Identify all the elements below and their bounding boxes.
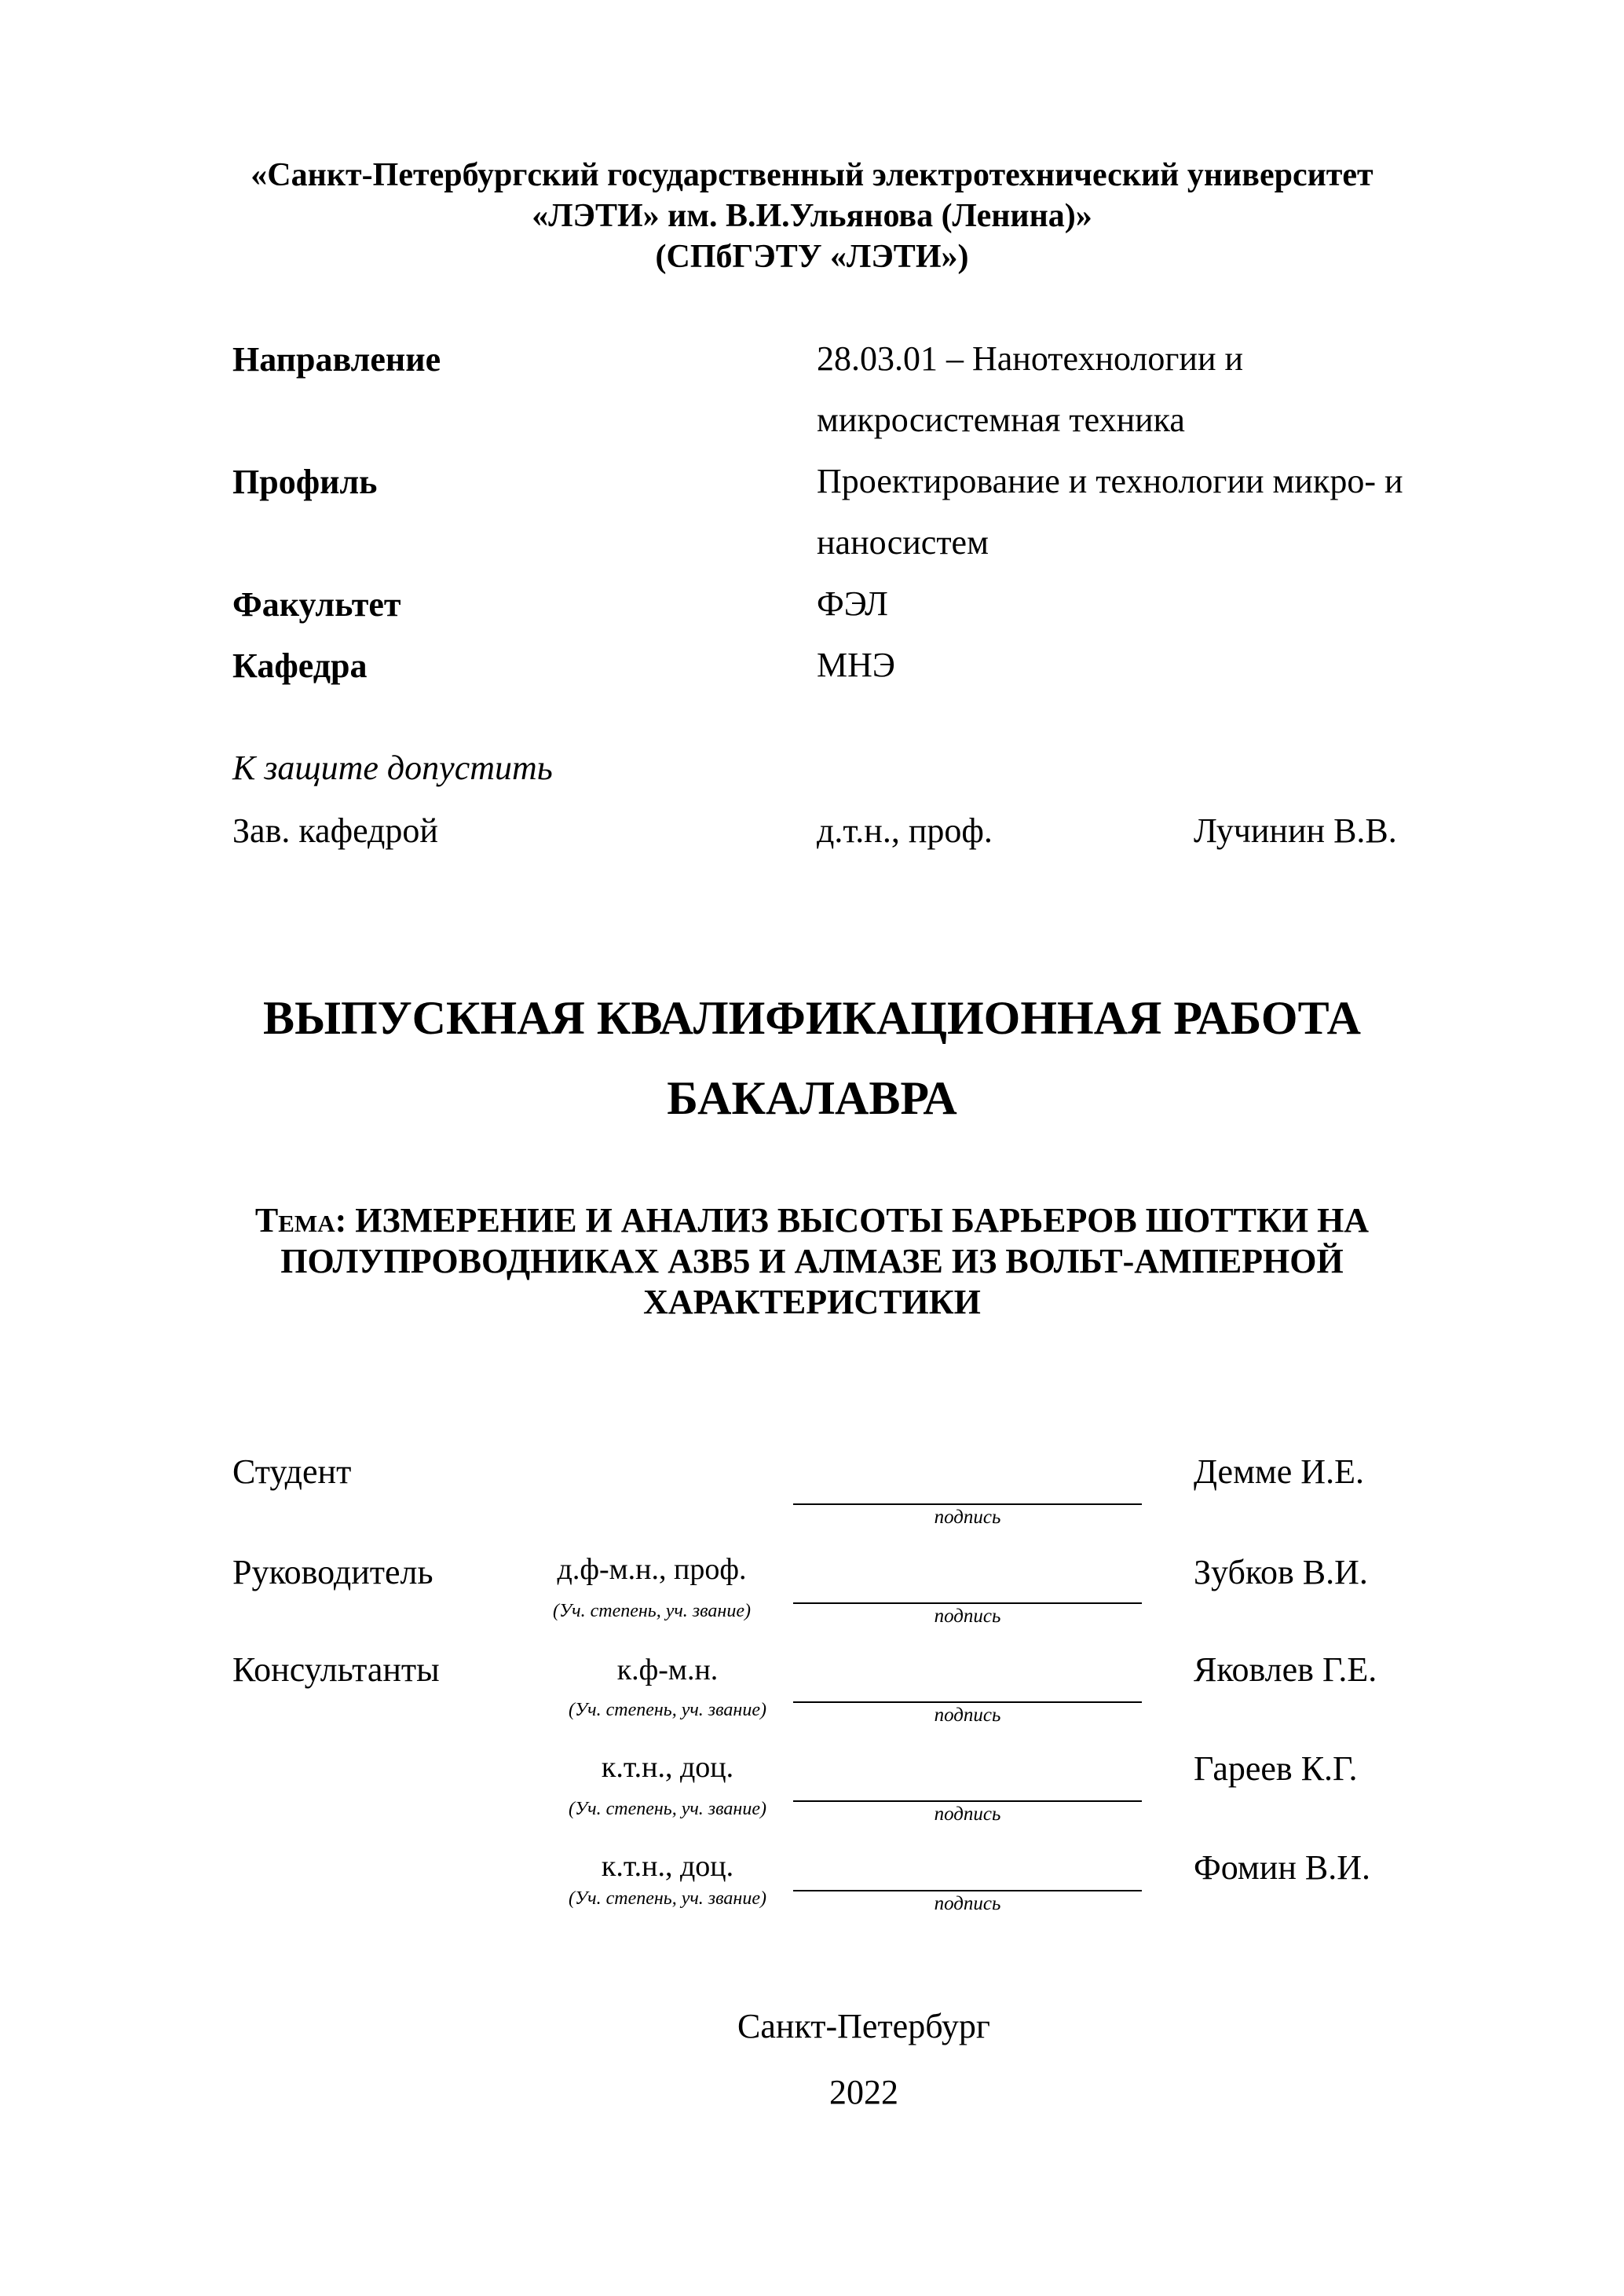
university-abbreviation: (СПбГЭТУ «ЛЭТИ») (655, 239, 969, 275)
profile-label: Профиль (232, 463, 378, 501)
consultant1-name: Яковлев Г.Е. (1194, 1650, 1377, 1689)
supervisor-degree-hint: (Уч. степень, уч. звание) (553, 1601, 751, 1621)
document-title-line2: БАКАЛАВРА (667, 1072, 957, 1124)
head-of-department-label: Зав. кафедрой (232, 811, 438, 850)
admit-to-defense: К защите допустить (232, 749, 553, 787)
city: Санкт-Петербург (737, 2007, 990, 2045)
theme-line3: ХАРАКТЕРИСТИКИ (643, 1283, 981, 1321)
student-signature-line (793, 1503, 1142, 1505)
direction-label: Направление (232, 340, 441, 379)
supervisor-degree: д.ф-м.н., проф. (557, 1553, 747, 1586)
direction-value-line1: 28.03.01 – Нанотехнологии и (817, 339, 1244, 378)
consultant3-degree: к.т.н., доц. (601, 1850, 734, 1883)
university-name-line1: «Санкт-Петербургский государственный электротехнический университет (251, 157, 1373, 193)
supervisor-signature-line (793, 1602, 1142, 1604)
consultants-label: Консультанты (232, 1650, 440, 1689)
document-title-line1: ВЫПУСКНАЯ КВАЛИФИКАЦИОННАЯ РАБОТА (263, 992, 1361, 1044)
supervisor-label: Руководитель (232, 1553, 433, 1591)
faculty-label: Факультет (232, 585, 401, 624)
supervisor-signature-hint: подпись (934, 1606, 1001, 1627)
consultant3-name: Фомин В.И. (1194, 1848, 1370, 1887)
profile-value-line1: Проектирование и технологии микро- и (817, 462, 1403, 500)
consultant1-degree: к.ф-м.н. (616, 1653, 719, 1686)
profile-value-line2: наносистем (817, 523, 989, 562)
consultant2-signature-line (793, 1800, 1142, 1802)
department-label: Кафедра (232, 646, 368, 685)
consultant1-degree-hint: (Уч. степень, уч. звание) (569, 1700, 766, 1720)
department-value: МНЭ (817, 646, 895, 684)
consultant1-signature-hint: подпись (934, 1705, 1001, 1726)
consultant3-signature-line (793, 1890, 1142, 1891)
faculty-value: ФЭЛ (817, 584, 888, 623)
consultant2-signature-hint: подпись (934, 1803, 1001, 1825)
head-of-department-name: Лучинин В.В. (1194, 811, 1397, 850)
head-of-department-degree: д.т.н., проф. (817, 811, 993, 850)
consultant2-degree-hint: (Уч. степень, уч. звание) (569, 1799, 766, 1819)
theme-line2: ПОЛУПРОВОДНИКАХ А3В5 И АЛМАЗЕ ИЗ ВОЛЬТ-АМПЕРНОЙ (280, 1242, 1344, 1280)
student-label: Студент (232, 1452, 352, 1491)
consultant2-name: Гареев К.Г. (1194, 1749, 1358, 1788)
theme-label: Тема: (254, 1201, 347, 1240)
student-signature-hint: подпись (934, 1507, 1001, 1528)
consultant3-degree-hint: (Уч. степень, уч. звание) (569, 1888, 766, 1909)
consultant3-signature-hint: подпись (934, 1893, 1001, 1914)
university-name-line2: «ЛЭТИ» им. В.И.Ульянова (Ленина)» (532, 198, 1092, 234)
theme-line1: Тема: ИЗМЕРЕНИЕ И АНАЛИЗ ВЫСОТЫ БАРЬЕРОВ ШОТТКИ НА (254, 1201, 1370, 1240)
student-name: Демме И.Е. (1194, 1452, 1364, 1491)
consultant2-degree: к.т.н., доц. (601, 1751, 734, 1784)
year: 2022 (829, 2073, 898, 2111)
consultant1-signature-line (793, 1701, 1142, 1703)
supervisor-name: Зубков В.И. (1194, 1553, 1368, 1591)
direction-value-line2: микросистемная техника (817, 401, 1185, 439)
